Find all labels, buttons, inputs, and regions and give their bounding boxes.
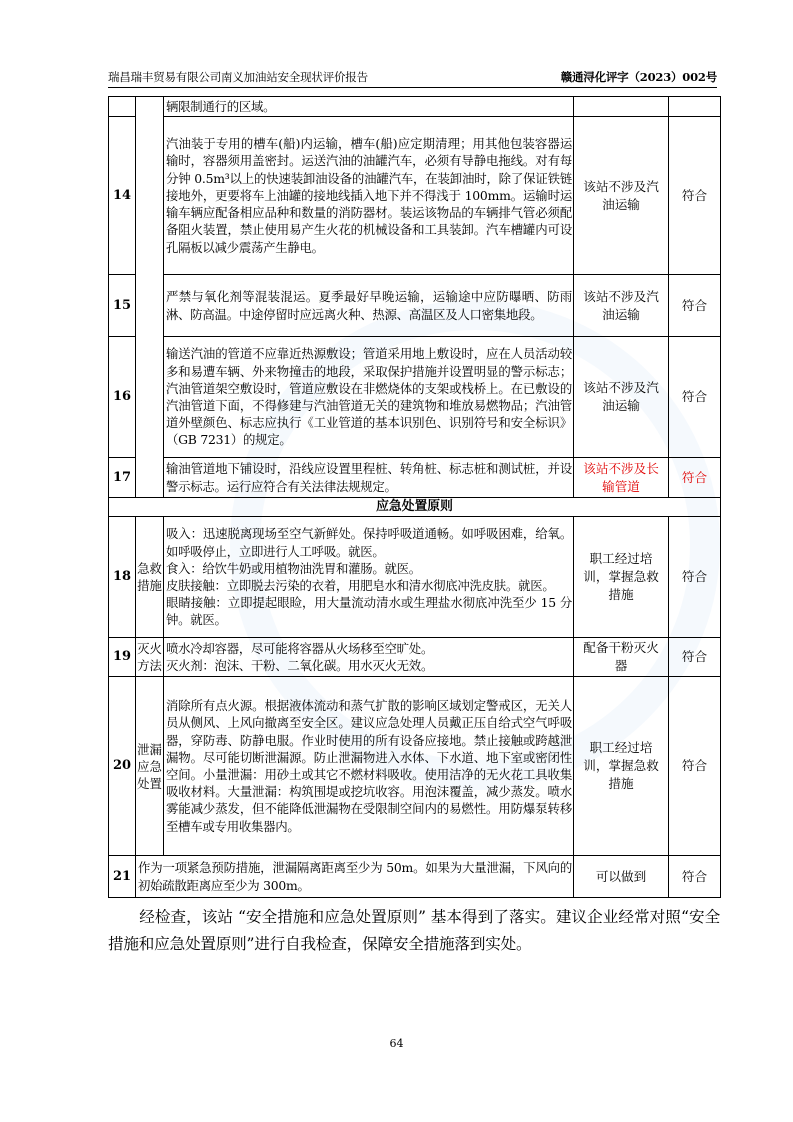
item-content: 输送汽油的管道不应靠近热源敷设；管道采用地上敷设时，应在人员活动较多和易遭车辆、外来物撞击的地段，采取保护措施并设置明显的警示标志；汽油管道架空敷设时，管道应敷设在非燃烧体的支架或栈桥上。在已敷设的汽油管道下面，不得修建与汽油管道无关的建筑物和堆放易燃物品；汽油管道外壁颜色、标志应执行《工业管道的基本识别色、识别符号和安全标识》（GB 7231）的规定。 xyxy=(164,337,574,458)
result: 符合 xyxy=(669,856,721,898)
row-number: 16 xyxy=(109,337,136,458)
section-heading: 应急处置原则 xyxy=(109,498,721,517)
conclusion-paragraph xyxy=(108,904,720,958)
row-number: 18 xyxy=(109,517,136,638)
actual-condition: 该站不涉及长输管道 xyxy=(574,458,669,498)
row-number: 19 xyxy=(109,638,136,677)
checklist-table xyxy=(108,96,721,898)
result: 符合 xyxy=(669,275,721,337)
table-row xyxy=(109,337,721,458)
category-label: 急救措施 xyxy=(136,517,164,638)
actual-condition: 该站不涉及汽油运输 xyxy=(574,117,669,275)
result: 符合 xyxy=(669,638,721,677)
item-content: 消除所有点火源。根据液体流动和蒸气扩散的影响区域划定警戒区，无关人员从侧风、上风向撤离至安全区。建议应急处理人员戴正压自给式空气呼吸器，穿防毒、防静电服。作业时使用的所有设备应接地。禁止接触或跨越泄漏物。尽可能切断泄漏源。防止泄漏物进入水体、下水道、地下室或密闭性空间。小量泄漏：用砂土或其它不燃材料吸收。使用洁净的无火花工具收集吸收材料。大量泄漏：构筑围堤或挖坑收容。用泡沫覆盖，减少蒸发。喷水雾能减少蒸发，但不能降低泄漏物在受限制空间内的易燃性。用防爆泵转移至槽车或专用收集器内。 xyxy=(164,677,574,856)
item-content: 严禁与氧化剂等混装混运。夏季最好早晚运输，运输途中应防曝晒、防雨淋、防高温。中途停留时应远离火种、热源、高温区及人口密集地段。 xyxy=(164,275,574,337)
item-content: 作为一项紧急预防措施，泄漏隔离距离至少为 50m。如果为大量泄漏，下风向的初始疏散距离应至少为 300m。 xyxy=(136,856,574,898)
section-row xyxy=(109,498,721,517)
table-row xyxy=(109,97,721,117)
table-row xyxy=(109,677,721,856)
row-number: 21 xyxy=(109,856,136,898)
result: 符合 xyxy=(669,517,721,638)
result: 符合 xyxy=(669,337,721,458)
table-row xyxy=(109,458,721,498)
item-content: 辆限制通行的区域。 xyxy=(164,97,574,117)
result: 符合 xyxy=(669,458,721,498)
report-title: 瑞昌瑞丰贸易有限公司南义加油站安全现状评价报告 xyxy=(108,70,368,84)
item-content: 汽油装于专用的槽车(船)内运输，槽车(船)应定期清理；用其他包装容器运输时，容器须用盖密封。运送汽油的油罐汽车，必须有导静电拖线。对有每分钟 0.5m³以上的快速装卸油设备的油罐汽车，在装卸油时，除了保证铁链接地外，更要将车上油罐的接地线插入地下并不得浅于 100mm。运输时运输车辆应配备相应品种和数量的消防器材。装运该物品的车辆排气管必须配备阻火装置，禁止使用易产生火花的机械设备和工具装卸。汽车槽罐内可设孔隔板以减少震荡产生静电。 xyxy=(164,117,574,275)
content-line: 喷水冷却容器，尽可能将容器从火场移至空旷处。 xyxy=(166,640,434,656)
page-number: 64 xyxy=(389,1037,404,1050)
checklist-table-wrapper xyxy=(108,96,720,898)
category-cell xyxy=(136,97,164,498)
actual-condition: 职工经过培训，掌握急救措施 xyxy=(574,677,669,856)
content-line: 食入：给饮牛奶或用植物油洗胃和灌肠。就医。 xyxy=(166,560,421,576)
row-number: 14 xyxy=(109,117,136,275)
category-label: 灭火方法 xyxy=(136,638,164,677)
table-row xyxy=(109,275,721,337)
content-line: 吸入：迅速脱离现场至空气新鲜处。保持呼吸道通畅。如呼吸困难，给氧。如呼吸停止，立即进行人工呼吸。就医。 xyxy=(166,526,572,559)
header-divider xyxy=(108,87,717,88)
item-content xyxy=(164,517,574,638)
table-row xyxy=(109,517,721,638)
report-number: 赣通浔化评字（2023）002号 xyxy=(560,70,717,84)
result: 符合 xyxy=(669,677,721,856)
result: 符合 xyxy=(669,117,721,275)
actual-condition: 该站不涉及汽油运输 xyxy=(574,337,669,458)
conclusion-text: 经检查，该站 “安全措施和应急处置原则” 基本得到了落实。建议企业经常对照“安全措施和应急处置原则”进行自我检查，保障安全措施落到实处。 xyxy=(108,908,720,953)
table-row xyxy=(109,117,721,275)
row-number-cell xyxy=(109,97,136,117)
actual-condition: 配备干粉灭火器 xyxy=(574,638,669,677)
row-number: 15 xyxy=(109,275,136,337)
table-row xyxy=(109,638,721,677)
result-cell xyxy=(669,97,721,117)
actual-condition: 可以做到 xyxy=(574,856,669,898)
actual-condition: 职工经过培训，掌握急救措施 xyxy=(574,517,669,638)
category-label: 泄漏应急处置 xyxy=(136,677,164,856)
content-line: 眼睛接触：立即提起眼睑，用大量流动清水或生理盐水彻底冲洗至少 15 分钟。就医。 xyxy=(166,595,572,628)
row-number: 17 xyxy=(109,458,136,498)
condition-cell xyxy=(574,97,669,117)
actual-condition: 该站不涉及汽油运输 xyxy=(574,275,669,337)
table-row xyxy=(109,856,721,898)
item-content: 输油管道地下铺设时，沿线应设置里程桩、转角桩、标志桩和测试桩，并设警示标志。运行应符合有关法律法规规定。 xyxy=(164,458,574,498)
content-line: 灭火剂：泡沫、干粉、二氧化碳。用水灭火无效。 xyxy=(166,658,434,673)
content-line: 皮肤接触：立即脱去污染的衣着，用肥皂水和清水彻底冲洗皮肤。就医。 xyxy=(166,578,555,593)
item-content xyxy=(164,638,574,677)
row-number: 20 xyxy=(109,677,136,856)
